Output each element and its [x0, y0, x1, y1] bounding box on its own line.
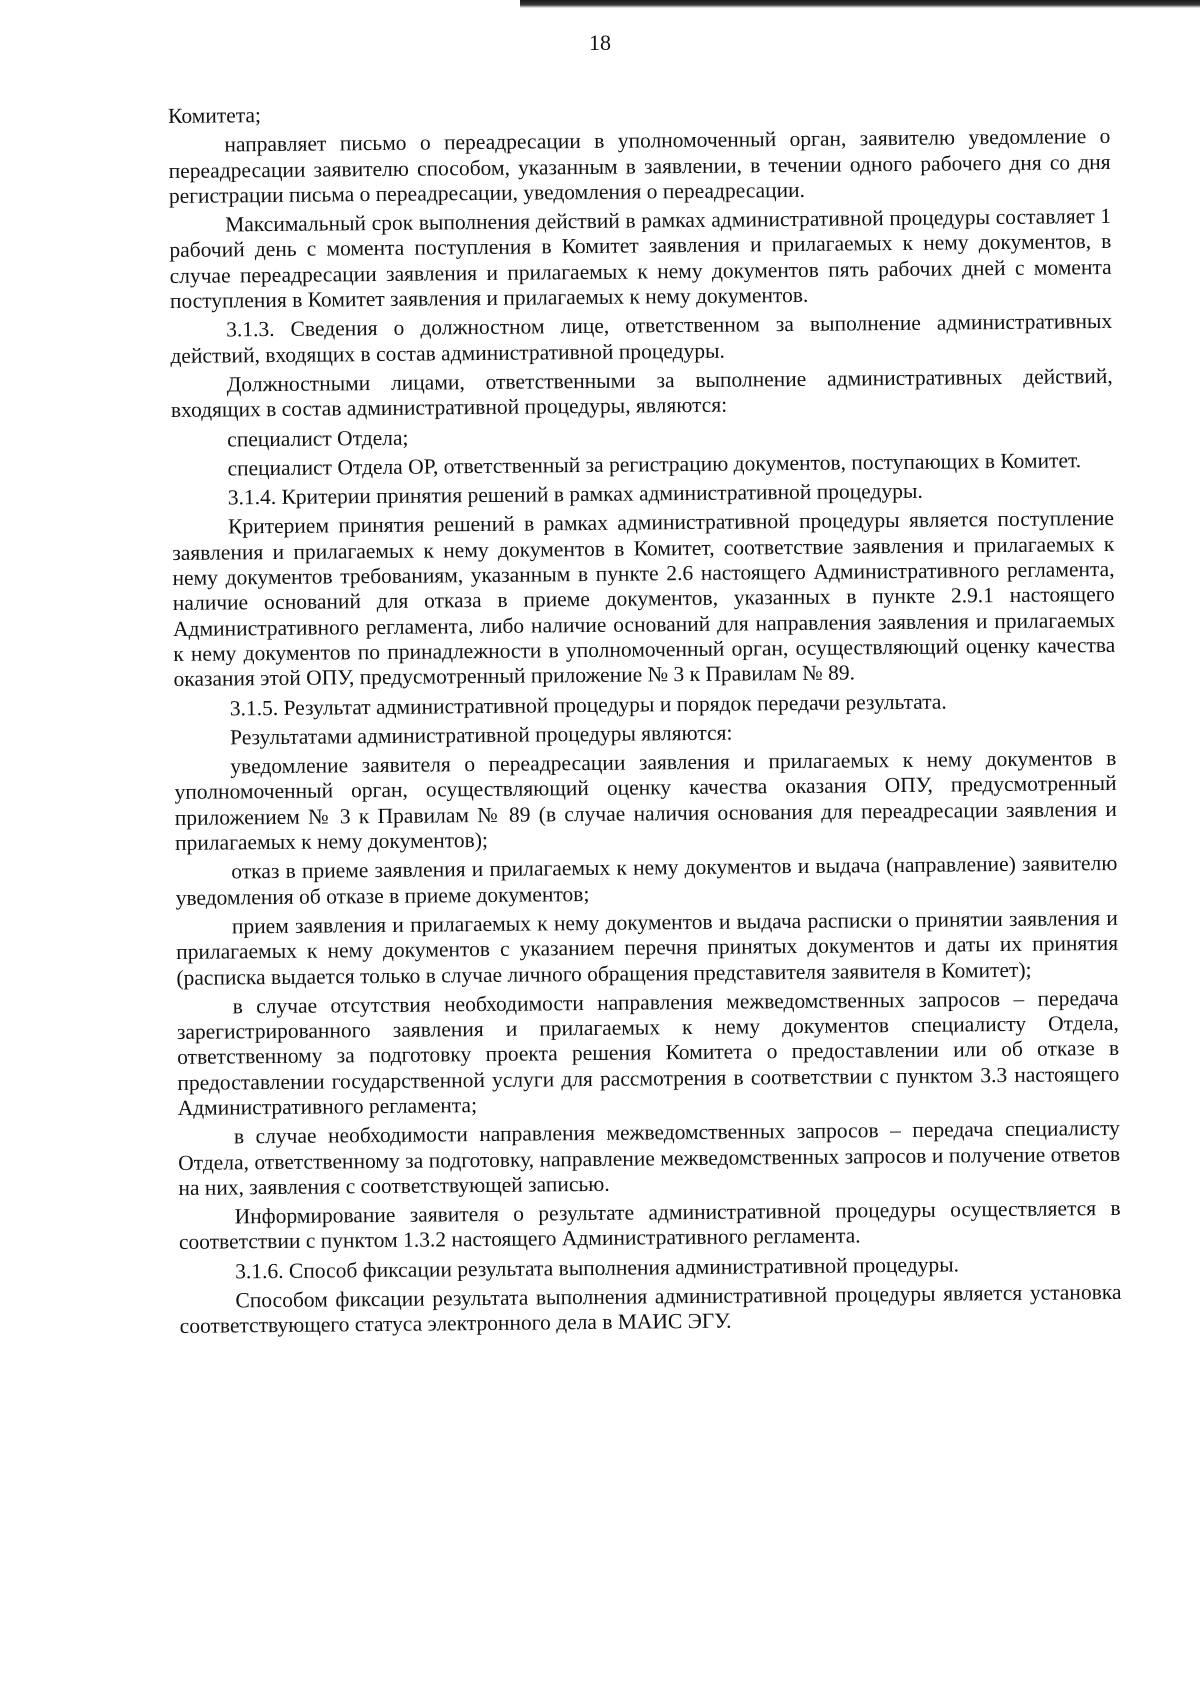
paragraph-0: Комитета;: [168, 103, 262, 128]
paragraph-12: отказ в приеме заявления и прилагаемых к нему документов и выдача (направление) заявителю уведомления об отказе в приеме документов;: [175, 851, 1118, 910]
paragraph-13: прием заявления и прилагаемых к нему документов и выдача расписки о принятии заявления и прилагаемых к нему документов с указанием перечня принятых документов и даты их принятия (расписка выдается только в случае личного обращения представителя заявителя в Комитет);: [176, 905, 1119, 990]
scan-edge-shadow: [520, 0, 1200, 8]
page-number: 18: [589, 30, 611, 55]
document-body: [168, 95, 1122, 1344]
paragraph-9: 3.1.5. Результат административной процедуры и порядок передачи результата.: [229, 689, 947, 720]
paragraph-8: Критерием принятия решений в рамках административной процедуры является поступление заявления и прилагаемых к нему документов в Комитет, соответствие заявления и прилагаемых к нему документов требованиям, указанным в пункте 2.6 настоящего Административного регламента, наличие оснований для отказа в приеме документов, указанных в пункте 2.9.1 настоящего Административного регламента, либо наличие оснований для направления заявления и прилагаемых к нему документов по принадлежности в уполномоченный орган, осуществляющий оценку качества оказания этой ОПУ, предусмотренный приложение № 3 к Правилам № 89.: [172, 506, 1116, 692]
paragraph-16: Информирование заявителя о результате административной процедуры осуществляется в соответствии с пунктом 1.3.2 настоящего Административного регламента.: [178, 1196, 1121, 1255]
paragraph-5: специалист Отдела;: [227, 425, 409, 452]
paragraph-6: специалист Отдела ОР, ответственный за регистрацию документов, поступающих в Комитет.: [227, 448, 1082, 481]
paragraph-17: 3.1.6. Способ фиксации результата выполнения административной процедуры.: [235, 1252, 960, 1284]
paragraph-3: 3.1.3. Сведения о должностном лице, ответственном за выполнение административных действий, входящих в состав административной процедуры.: [170, 309, 1113, 368]
paragraph-4: Должностными лицами, ответственными за выполнение административных действий, входящих в состав административной процедуры, являются:: [170, 363, 1113, 423]
paragraph-1: направляет письмо о переадресации в уполномоченный орган, заявителю уведомление о переадресации заявителю способом, указанным в заявлении, в течении одного рабочего дня со дня регистрации письма о переадресации, уведомления о переадресации.: [168, 124, 1111, 208]
paragraph-10: Результатами административной процедуры являются:: [229, 720, 733, 750]
paragraph-11: уведомление заявителя о переадресации заявления и прилагаемых к нему документов в уполномоченный орган, осуществляющий оценку качества оказания ОПУ, предусмотренный приложением № 3 к Правилам № 89 (в случае наличия основания для переадресации заявления и прилагаемых к нему документов);: [174, 746, 1117, 855]
paragraph-14: в случае отсутствия необходимости направления межведомственных запросов – передача зарегистрированного заявления и прилагаемых к нему документов специалисту Отдела, ответственному за подготовку проекта решения Комитета о предоставлении или об отказе в предоставлении государственной услуги для рассмотрения в соответствии с пунктом 3.3 настоящего Административного регламента;: [176, 985, 1120, 1120]
paragraph-15: в случае необходимости направления межведомственных запросов – передача специалисту Отдела, ответственному за подготовку, направление межведомственных запросов и получение ответов на них, заявления с соответствующей записью.: [178, 1116, 1121, 1200]
paragraph-7: 3.1.4. Критерии принятия решений в рамках административной процедуры.: [227, 478, 923, 510]
paragraph-2: Максимальный срок выполнения действий в рамках административной процедуры составляет 1 рабочий день с момента поступления в Комитет заявления и прилагаемых к нему документов, в случае переадресации заявления и прилагаемых к нему документов пять рабочих дней с момента поступления в Комитет заявления и прилагаемых к нему документов.: [169, 204, 1112, 314]
paragraph-18: Способом фиксации результата выполнения административной процедуры является установка соответствующего статуса электронного дела в МАИС ЭГУ.: [179, 1279, 1122, 1339]
